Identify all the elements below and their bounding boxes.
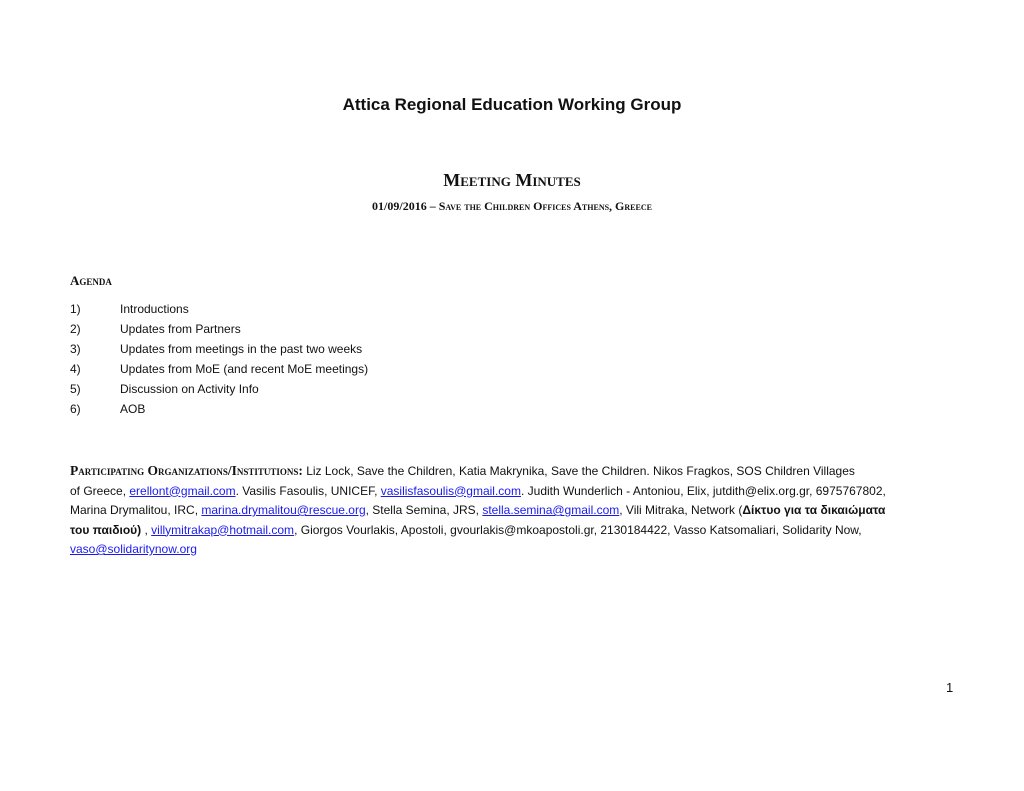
agenda-item-number: 1)	[70, 302, 81, 316]
email-link[interactable]: stella.semina@gmail.com	[482, 503, 620, 517]
email-link[interactable]: villymitrakap@hotmail.com	[151, 522, 295, 537]
agenda-item	[70, 301, 368, 321]
email-link[interactable]: erellont@gmail.com	[129, 483, 236, 498]
agenda-item	[70, 341, 368, 361]
participants-line	[70, 540, 960, 560]
agenda-item-number: 3)	[70, 342, 81, 356]
page-number: 1	[946, 680, 954, 695]
participants-text: , Vili Mitraka, Network (	[619, 503, 743, 517]
participants-heading: Participating Organizations/Institutions:	[70, 463, 303, 478]
participants-text: . Vasilis Fasoulis, UNICEF,	[235, 483, 381, 498]
agenda-item	[70, 401, 368, 421]
agenda-item-number: 4)	[70, 362, 81, 376]
participants-line	[70, 461, 960, 482]
agenda-item-label: AOB	[120, 402, 146, 416]
agenda-item-label: Introductions	[120, 302, 189, 316]
agenda-item	[70, 361, 368, 381]
document-subtitle: 01/09/2016 – Save the Children Offices Athens, Greece	[372, 199, 652, 213]
email-link[interactable]: marina.drymalitou@rescue.org	[201, 503, 366, 517]
agenda-item-label: Discussion on Activity Info	[120, 382, 259, 396]
participants-text: . Judith Wunderlich - Antoniou, Elix, jutdith@elix.org.gr, 6975767802,	[520, 483, 886, 498]
agenda-item-label: Updates from Partners	[120, 322, 241, 336]
email-link[interactable]: vaso@solidaritynow.org	[70, 542, 197, 556]
agenda-item-number: 6)	[70, 402, 81, 416]
participants-line	[70, 501, 960, 521]
participants-greek-text: του παιδιού)	[70, 522, 142, 537]
agenda-list	[70, 301, 368, 421]
participants-text: ,	[141, 522, 152, 537]
agenda-item	[70, 381, 368, 401]
agenda-item-number: 2)	[70, 322, 81, 336]
organization-title: Attica Regional Education Working Group	[342, 95, 682, 114]
document-title: Meeting Minutes	[443, 170, 581, 190]
participants-line	[70, 482, 960, 502]
agenda-item-number: 5)	[70, 382, 81, 396]
participants-greek-text: Δίκτυο για τα δικαιώματα	[742, 503, 886, 517]
participants-text: Marina Drymalitou, IRC,	[70, 503, 202, 517]
participants-text: Liz Lock, Save the Children, Katia Makrynika, Save the Children. Nikos Fragkos, SOS Children Villages	[302, 464, 855, 478]
participants-text: , Stella Semina, JRS,	[365, 503, 483, 517]
participants-line	[70, 521, 960, 541]
email-link[interactable]: vasilisfasoulis@gmail.com	[380, 483, 521, 498]
participants-text: of Greece,	[70, 483, 130, 498]
participants-text: , Giorgos Vourlakis, Apostoli, gvourlakis@mkoapostoli.gr, 2130184422, Vasso Katsomaliari, Solidarity Now,	[294, 522, 862, 537]
agenda-item	[70, 321, 368, 341]
agenda-item-label: Updates from MoE (and recent MoE meetings)	[120, 362, 369, 376]
participants-paragraph	[70, 461, 960, 560]
agenda-heading: Agenda	[70, 273, 112, 288]
agenda-item-label: Updates from meetings in the past two weeks	[120, 342, 363, 356]
